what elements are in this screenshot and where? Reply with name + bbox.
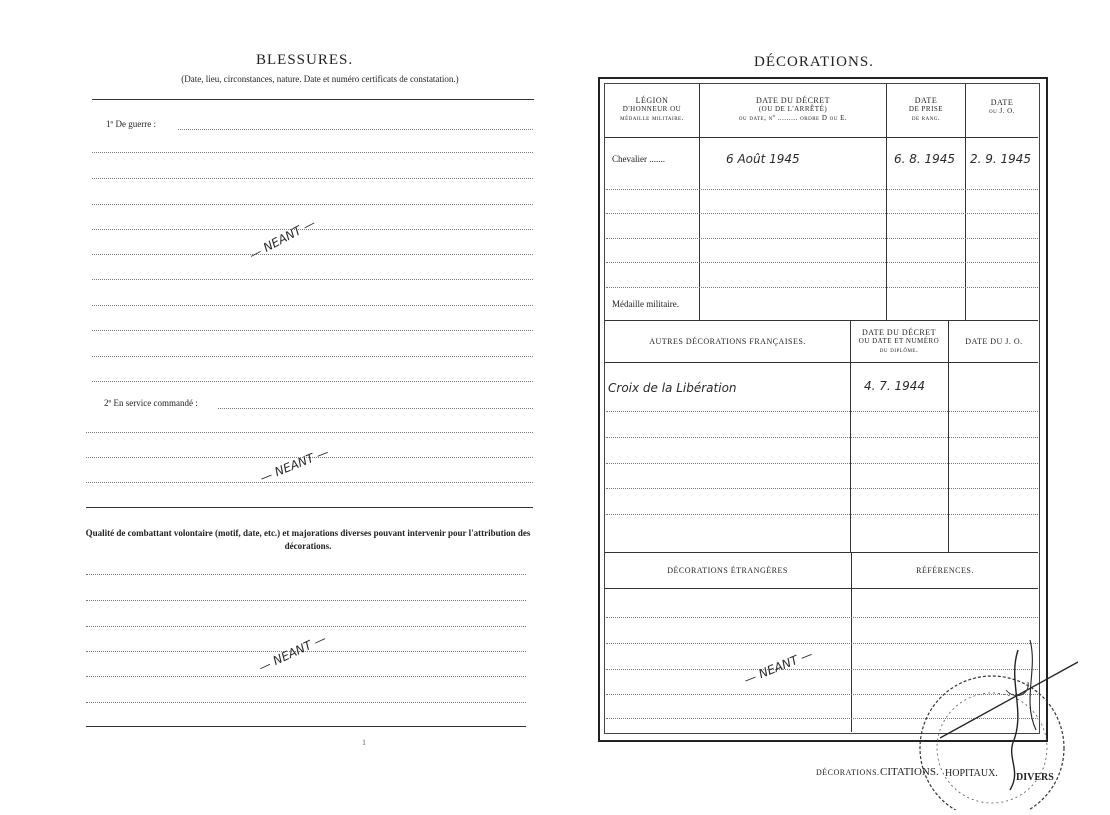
footer-tab-citations: CITATIONS. [880,766,939,778]
autres-col1-header: AUTRES DÉCORATIONS FRANÇAISES. [649,337,806,346]
legion-row-chevalier-rank: 6. 8. 1945 [894,152,956,166]
section-combattant-volontaire-title: Qualité de combattant volontaire (motif, date, etc.) et majorations diverses pouvant intervenir pour l'attribution des décorations. [85,528,531,551]
legion-row-medaille-label: Médaille militaire. [612,299,679,309]
autres-col2-header: DATE DU DÉCRET OU DATE ET NUMÉRO du diplôme. [858,328,940,354]
section-service-commande-label: 2º En service commandé : [104,398,198,408]
page-mark: 1 [362,738,366,747]
blessures-title: BLESSURES. [256,52,354,68]
neant-stamp-etrangeres: — NEANT — [742,646,815,688]
etrangeres-col1-header: DÉCORATIONS ÉTRANGÈRES [667,566,788,575]
neant-stamp-3: — NEANT — [256,631,329,675]
section-de-guerre-label: 1º De guerre : [106,119,157,129]
footer-tab-decorations: DÉCORATIONS. [816,768,880,777]
autres-row1-name: Croix de la Libération [608,381,737,395]
autres-col3-header: DATE DU J. O. [965,337,1023,346]
legion-col2-header: DATE DU DÉCRET (OU DE L'ARRÊTÉ) ou date, nº ......... ordre D ou E. [738,96,848,122]
etrangeres-col2-header: RÉFÉRENCES. [916,566,974,575]
legion-row-chevalier-jo: 2. 9. 1945 [970,152,1032,166]
autres-row1-date: 4. 7. 1944 [864,379,926,393]
footer-tab-divers: DIVERS [1016,772,1054,783]
legion-col4-header: DATE ou J. O. [988,98,1015,115]
decorations-title: DÉCORATIONS. [754,54,874,70]
legion-row-chevalier-label: Chevalier ....... [612,154,665,164]
official-stamp [910,630,1080,810]
footer-tab-hopitaux: HOPITAUX. [945,768,998,779]
neant-stamp-1: — NEANT — [246,215,318,263]
neant-stamp-2: — NEANT — [258,444,331,486]
legion-col3-header: DATE DE PRISE de rang. [908,96,944,122]
blessures-subtitle: (Date, lieu, circonstances, nature. Date et numéro certificats de constatation.) [181,74,459,84]
legion-col1-header: LÉGION D'HONNEUR OU médaille militaire. [620,96,684,122]
legion-row-chevalier-decree: 6 Août 1945 [726,152,800,166]
